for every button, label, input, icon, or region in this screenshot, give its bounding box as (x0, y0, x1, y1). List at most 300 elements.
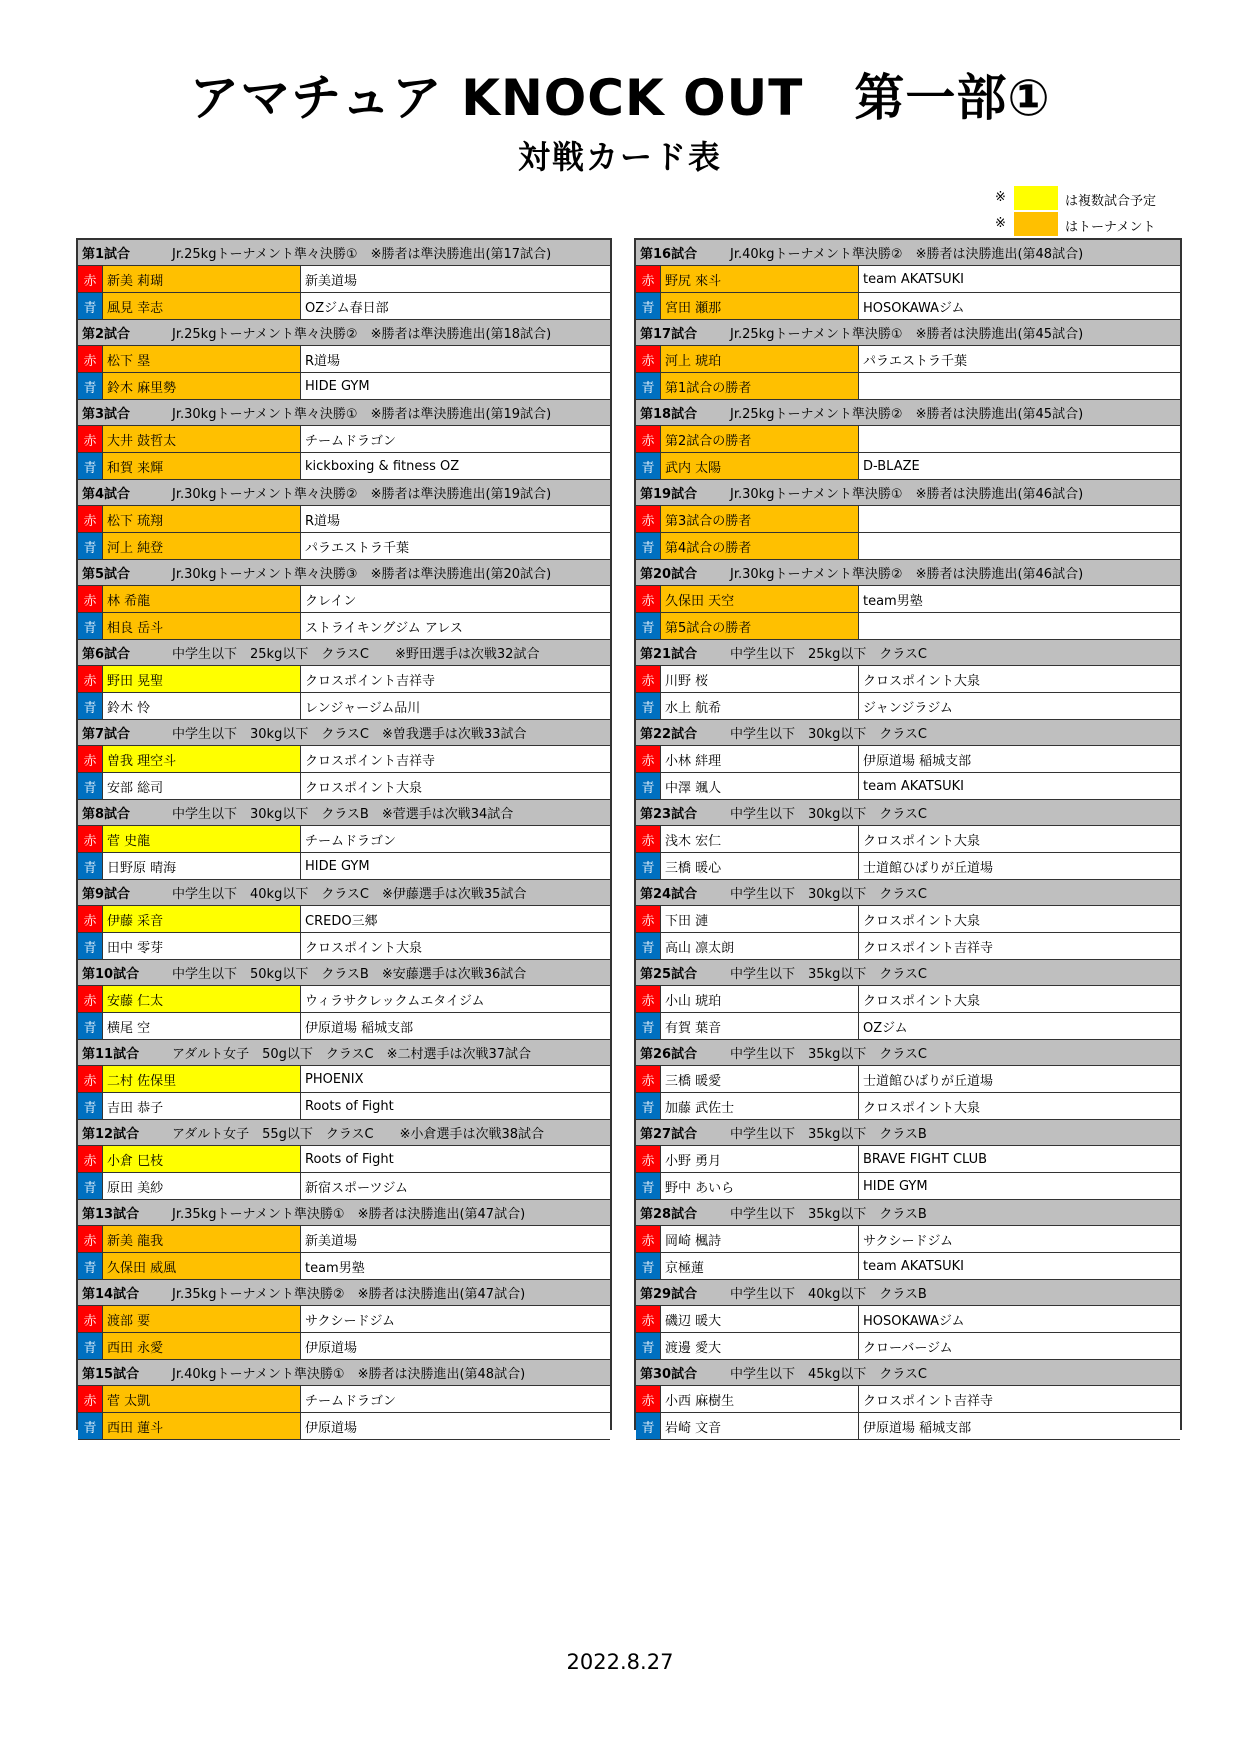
blue-corner-badge: 青 (78, 1253, 103, 1279)
red-corner-badge: 赤 (78, 1146, 103, 1172)
red-corner-row (78, 986, 610, 1013)
blue-corner-row (636, 1253, 1180, 1280)
fighter-name: 菅 太凱 (103, 1386, 301, 1412)
bout-card (78, 1040, 610, 1120)
fighter-gym: クロスポイント吉祥寺 (863, 1393, 994, 1409)
fighter-name: 有賀 葉音 (661, 1013, 859, 1039)
blue-corner-row (78, 293, 610, 320)
legend-note-mark: ※ (995, 190, 1006, 205)
fighter-name: 新美 龍我 (103, 1226, 301, 1252)
red-corner-row (636, 266, 1180, 293)
blue-corner-row (636, 933, 1180, 960)
fighter-gym: PHOENIX (305, 1071, 364, 1087)
bout-description: 中学生以下 35kg以下 クラスB (730, 1127, 927, 1142)
red-corner-badge: 赤 (78, 266, 103, 292)
bout-header (78, 560, 610, 586)
red-corner-badge: 赤 (78, 986, 103, 1012)
bout-description: アダルト女子 55g以下 クラスC ※小倉選手は次戦38試合 (172, 1127, 545, 1142)
fighter-gym: 新宿スポーツジム (305, 1180, 408, 1196)
fighter-gym: クローバージム (863, 1340, 953, 1356)
fighter-name: 小西 麻樹生 (661, 1386, 859, 1412)
fighter-name: 小倉 巳枝 (103, 1146, 301, 1172)
bout-header (78, 1200, 610, 1226)
bout-card (78, 1360, 610, 1440)
fighter-gym: 士道館ひばりが丘道場 (863, 860, 994, 876)
fighter-name: 河上 純登 (103, 533, 301, 559)
red-corner-row (78, 426, 610, 453)
bout-card (78, 720, 610, 800)
fighter-name: 久保田 威風 (103, 1253, 301, 1279)
bout-header (78, 240, 610, 266)
fighter-gym: Roots of Fight (305, 1151, 394, 1167)
bout-description: Jr.35kgトーナメント準決勝② ※勝者は決勝進出(第47試合) (172, 1287, 526, 1302)
red-corner-row (636, 1146, 1180, 1173)
fighter-gym: D-BLAZE (863, 458, 920, 474)
bout-card (78, 560, 610, 640)
fighter-name: 新美 莉瑚 (103, 266, 301, 292)
bout-description: Jr.25kgトーナメント準決勝② ※勝者は決勝進出(第45試合) (730, 407, 1084, 422)
bout-header (636, 880, 1180, 906)
red-corner-badge: 赤 (78, 426, 103, 452)
bout-description: Jr.30kgトーナメント準々決勝① ※勝者は準決勝進出(第19試合) (172, 407, 552, 422)
bout-description: 中学生以下 35kg以下 クラスC (730, 1047, 928, 1062)
blue-corner-row (78, 373, 610, 400)
fighter-gym: クロスポイント大泉 (863, 1100, 981, 1116)
red-corner-row (78, 1066, 610, 1093)
bout-header (636, 640, 1180, 666)
fighter-gym: クロスポイント大泉 (863, 673, 981, 689)
bout-number: 第25試合 (640, 967, 698, 982)
fighter-name: 第5試合の勝者 (661, 613, 859, 639)
fighter-name: 高山 凛太朗 (661, 933, 859, 959)
bout-header (636, 1200, 1180, 1226)
red-corner-badge: 赤 (78, 666, 103, 692)
fighter-gym: クロスポイント吉祥寺 (305, 753, 436, 769)
bout-header (636, 1120, 1180, 1146)
red-corner-badge: 赤 (636, 666, 661, 692)
red-corner-badge: 赤 (636, 266, 661, 292)
fighter-name: 風見 幸志 (103, 293, 301, 319)
bout-description: 中学生以下 30kg以下 クラスC (730, 807, 928, 822)
red-corner-row (636, 986, 1180, 1013)
bout-description: 中学生以下 30kg以下 クラスC ※曽我選手は次戦33試合 (172, 727, 527, 742)
fighter-name: 京極蓮 (661, 1253, 859, 1279)
fighter-name: 安藤 仁太 (103, 986, 301, 1012)
fighter-gym (859, 373, 1180, 399)
blue-corner-badge: 青 (78, 1013, 103, 1039)
fighter-name: 日野原 晴海 (103, 853, 301, 879)
blue-corner-row (78, 933, 610, 960)
bout-header (636, 240, 1180, 266)
red-corner-badge: 赤 (636, 826, 661, 852)
blue-corner-badge: 青 (78, 933, 103, 959)
bout-header (78, 1040, 610, 1066)
bout-header (636, 320, 1180, 346)
red-corner-row (636, 1226, 1180, 1253)
fighter-gym: team AKATSUKI (863, 1258, 964, 1274)
bout-card (636, 320, 1180, 400)
bout-number: 第20試合 (640, 567, 698, 582)
fighter-gym: ジャンジラジム (863, 700, 953, 716)
fighter-gym: HIDE GYM (305, 858, 370, 874)
blue-corner-badge: 青 (78, 1173, 103, 1199)
bout-number: 第8試合 (82, 807, 131, 822)
fighter-gym: HOSOKAWAジム (863, 1313, 965, 1329)
red-corner-badge: 赤 (78, 346, 103, 372)
fighter-name: 鈴木 麻里勢 (103, 373, 301, 399)
red-corner-badge: 赤 (78, 1066, 103, 1092)
fighter-gym: サクシードジム (863, 1233, 953, 1249)
fighter-gym: R道場 (305, 513, 341, 529)
bout-number: 第15試合 (82, 1367, 140, 1382)
blue-corner-badge: 青 (636, 1413, 661, 1439)
fighter-gym: クロスポイント吉祥寺 (863, 940, 994, 956)
red-corner-badge: 赤 (78, 506, 103, 532)
bout-card (636, 880, 1180, 960)
bout-card (636, 1040, 1180, 1120)
fighter-name: 小野 勇月 (661, 1146, 859, 1172)
fighter-gym: ウィラサクレックムエタイジム (305, 993, 485, 1009)
red-corner-badge: 赤 (636, 1066, 661, 1092)
bout-description: 中学生以下 35kg以下 クラスB (730, 1207, 927, 1222)
fighter-gym: HIDE GYM (863, 1178, 928, 1194)
fighter-name: 松下 琉翔 (103, 506, 301, 532)
fighter-gym (859, 506, 1180, 532)
bout-description: Jr.40kgトーナメント準決勝① ※勝者は決勝進出(第48試合) (172, 1367, 526, 1382)
bout-card (636, 1200, 1180, 1280)
red-corner-row (636, 506, 1180, 533)
bout-description: Jr.25kgトーナメント準々決勝① ※勝者は準決勝進出(第17試合) (172, 247, 552, 262)
fighter-name: 三橋 暖心 (661, 853, 859, 879)
fighter-name: 原田 美紗 (103, 1173, 301, 1199)
red-corner-badge: 赤 (636, 1146, 661, 1172)
bout-number: 第2試合 (82, 327, 131, 342)
blue-corner-row (78, 533, 610, 560)
fighter-name: 武内 太陽 (661, 453, 859, 479)
bout-number: 第9試合 (82, 887, 131, 902)
red-corner-badge: 赤 (78, 746, 103, 772)
blue-corner-badge: 青 (636, 533, 661, 559)
blue-corner-badge: 青 (636, 1013, 661, 1039)
bout-description: 中学生以下 30kg以下 クラスC (730, 727, 928, 742)
bout-description: 中学生以下 30kg以下 クラスC (730, 887, 928, 902)
blue-corner-row (78, 1013, 610, 1040)
blue-corner-badge: 青 (78, 293, 103, 319)
fighter-name: 下田 漣 (661, 906, 859, 932)
legend-tournament (995, 212, 1195, 236)
fighter-gym: チームドラゴン (305, 1393, 397, 1409)
bout-card (78, 640, 610, 720)
bout-description: Jr.30kgトーナメント準決勝② ※勝者は決勝進出(第46試合) (730, 567, 1084, 582)
blue-corner-badge: 青 (636, 933, 661, 959)
blue-corner-badge: 青 (636, 773, 661, 799)
red-corner-badge: 赤 (636, 746, 661, 772)
blue-corner-badge: 青 (78, 693, 103, 719)
fighter-gym: レンジャージム品川 (305, 700, 421, 716)
bout-header (636, 800, 1180, 826)
fighter-gym: クロスポイント大泉 (863, 993, 981, 1009)
blue-corner-badge: 青 (636, 1333, 661, 1359)
bout-number: 第7試合 (82, 727, 131, 742)
red-corner-badge: 赤 (636, 506, 661, 532)
bout-description: 中学生以下 50kg以下 クラスB ※安藤選手は次戦36試合 (172, 967, 527, 982)
red-corner-row (78, 506, 610, 533)
fighter-gym (859, 613, 1180, 639)
fighter-gym: Roots of Fight (305, 1098, 394, 1114)
bout-card (636, 640, 1180, 720)
red-corner-badge: 赤 (636, 426, 661, 452)
red-corner-badge: 赤 (78, 1226, 103, 1252)
blue-corner-row (78, 453, 610, 480)
blue-corner-row (78, 853, 610, 880)
fighter-name: 二村 佐保里 (103, 1066, 301, 1092)
blue-corner-badge: 青 (636, 373, 661, 399)
red-corner-row (636, 746, 1180, 773)
bout-description: Jr.30kgトーナメント準々決勝② ※勝者は準決勝進出(第19試合) (172, 487, 552, 502)
fighter-gym: HOSOKAWAジム (863, 300, 965, 316)
fighter-gym: 伊原道場 稲城支部 (305, 1020, 414, 1036)
bout-card (78, 880, 610, 960)
bout-number: 第3試合 (82, 407, 131, 422)
fighter-name: 久保田 天空 (661, 586, 859, 612)
bout-number: 第12試合 (82, 1127, 140, 1142)
fighter-gym: クロスポイント大泉 (863, 833, 981, 849)
bout-header (636, 560, 1180, 586)
bout-card (78, 1280, 610, 1360)
fighter-gym: クロスポイント大泉 (863, 913, 981, 929)
fighter-name: 三橋 暖愛 (661, 1066, 859, 1092)
fighter-gym: team AKATSUKI (863, 271, 964, 287)
blue-corner-row (78, 1333, 610, 1360)
red-corner-row (78, 1226, 610, 1253)
bout-number: 第14試合 (82, 1287, 140, 1302)
fighter-name: 小山 琥珀 (661, 986, 859, 1012)
fighter-name: 小林 絆理 (661, 746, 859, 772)
fighter-name: 第1試合の勝者 (661, 373, 859, 399)
fighter-gym (859, 426, 1180, 452)
bout-description: 中学生以下 40kg以下 クラスC ※伊藤選手は次戦35試合 (172, 887, 527, 902)
fighter-name: 田中 零芽 (103, 933, 301, 959)
fighter-name: 和賀 来輝 (103, 453, 301, 479)
legend-multi-bout-text: は複数試合予定 (1065, 194, 1157, 209)
legend-yellow-swatch (1014, 186, 1058, 210)
fighter-gym: ストライキングジム アレス (305, 620, 463, 636)
bout-description: Jr.25kgトーナメント準決勝① ※勝者は決勝進出(第45試合) (730, 327, 1084, 342)
fighter-name: 鈴木 怜 (103, 693, 301, 719)
legend-tournament-text: はトーナメント (1065, 220, 1156, 235)
legend-multi-bout (995, 186, 1195, 210)
red-corner-row (78, 266, 610, 293)
blue-corner-row (636, 613, 1180, 640)
red-corner-row (78, 826, 610, 853)
bout-header (78, 1280, 610, 1306)
red-corner-badge: 赤 (636, 986, 661, 1012)
blue-corner-badge: 青 (636, 853, 661, 879)
red-corner-row (78, 1146, 610, 1173)
bout-header (78, 480, 610, 506)
bout-card (636, 1120, 1180, 1200)
bout-header (636, 400, 1180, 426)
bout-header (636, 720, 1180, 746)
bout-number: 第30試合 (640, 1367, 698, 1382)
red-corner-badge: 赤 (78, 586, 103, 612)
fighter-name: 岡崎 楓詩 (661, 1226, 859, 1252)
fighter-name: 野中 あいら (661, 1173, 859, 1199)
bout-card (636, 240, 1180, 320)
bout-card (636, 1280, 1180, 1360)
red-corner-row (636, 346, 1180, 373)
fighter-gym: クロスポイント吉祥寺 (305, 673, 436, 689)
blue-corner-row (636, 533, 1180, 560)
red-corner-row (636, 1386, 1180, 1413)
bout-number: 第6試合 (82, 647, 131, 662)
bout-card (636, 560, 1180, 640)
blue-corner-row (78, 1253, 610, 1280)
bout-number: 第28試合 (640, 1207, 698, 1222)
bout-number: 第23試合 (640, 807, 698, 822)
fighter-gym: team男塾 (863, 593, 923, 609)
bout-card (78, 400, 610, 480)
bout-card (636, 480, 1180, 560)
blue-corner-badge: 青 (78, 453, 103, 479)
bout-header (636, 960, 1180, 986)
bout-description: Jr.30kgトーナメント準々決勝③ ※勝者は準決勝進出(第20試合) (172, 567, 552, 582)
bout-number: 第22試合 (640, 727, 698, 742)
bout-header (78, 800, 610, 826)
blue-corner-badge: 青 (78, 773, 103, 799)
blue-corner-row (78, 1173, 610, 1200)
blue-corner-badge: 青 (636, 1173, 661, 1199)
bout-description: Jr.35kgトーナメント準決勝① ※勝者は決勝進出(第47試合) (172, 1207, 526, 1222)
red-corner-row (78, 666, 610, 693)
bout-description: Jr.30kgトーナメント準決勝① ※勝者は決勝進出(第46試合) (730, 487, 1084, 502)
blue-corner-badge: 青 (78, 853, 103, 879)
bout-card (636, 720, 1180, 800)
bout-card (78, 480, 610, 560)
bout-header (78, 640, 610, 666)
fighter-name: 西田 蓮斗 (103, 1413, 301, 1439)
red-corner-badge: 赤 (636, 1226, 661, 1252)
red-corner-badge: 赤 (78, 906, 103, 932)
blue-corner-badge: 青 (636, 453, 661, 479)
fighter-name: 相良 岳斗 (103, 613, 301, 639)
red-corner-row (636, 1306, 1180, 1333)
bout-number: 第10試合 (82, 967, 140, 982)
blue-corner-row (78, 613, 610, 640)
bout-description: アダルト女子 50g以下 クラスC ※二村選手は次戦37試合 (172, 1047, 532, 1062)
red-corner-row (636, 666, 1180, 693)
fighter-name: 宮田 瀬那 (661, 293, 859, 319)
fighter-gym (859, 533, 1180, 559)
bout-description: 中学生以下 30kg以下 クラスB ※菅選手は次戦34試合 (172, 807, 514, 822)
blue-corner-row (636, 293, 1180, 320)
bout-number: 第1試合 (82, 247, 131, 262)
bout-header (78, 320, 610, 346)
fighter-gym: チームドラゴン (305, 433, 397, 449)
red-corner-badge: 赤 (636, 1386, 661, 1412)
bout-card (636, 800, 1180, 880)
bout-description: Jr.40kgトーナメント準決勝② ※勝者は決勝進出(第48試合) (730, 247, 1084, 262)
fighter-name: 野尻 來斗 (661, 266, 859, 292)
page-title: アマチュア KNOCK OUT 第一部① (189, 69, 1051, 127)
bout-card (636, 400, 1180, 480)
bout-card (636, 960, 1180, 1040)
blue-corner-row (636, 853, 1180, 880)
bout-number: 第13試合 (82, 1207, 140, 1222)
fighter-name: 河上 琥珀 (661, 346, 859, 372)
red-corner-row (78, 586, 610, 613)
red-corner-badge: 赤 (78, 1306, 103, 1332)
bout-table-left (76, 238, 612, 1436)
fighter-name: 第3試合の勝者 (661, 506, 859, 532)
bout-number: 第27試合 (640, 1127, 698, 1142)
fighter-gym: チームドラゴン (305, 833, 397, 849)
bout-table-right (634, 238, 1182, 1436)
bout-header (78, 960, 610, 986)
bout-number: 第16試合 (640, 247, 698, 262)
bout-header (78, 720, 610, 746)
fighter-name: 吉田 恭子 (103, 1093, 301, 1119)
page-subtitle: 対戦カード表 (517, 138, 722, 176)
fighter-gym: クロスポイント大泉 (305, 780, 423, 796)
fighter-gym: team AKATSUKI (863, 778, 964, 794)
blue-corner-badge: 青 (78, 533, 103, 559)
bout-number: 第24試合 (640, 887, 698, 902)
bout-number: 第4試合 (82, 487, 131, 502)
fighter-gym: kickboxing & fitness OZ (305, 458, 460, 474)
blue-corner-badge: 青 (636, 693, 661, 719)
red-corner-row (78, 1386, 610, 1413)
red-corner-badge: 赤 (78, 826, 103, 852)
bout-number: 第11試合 (82, 1047, 140, 1062)
blue-corner-row (78, 1093, 610, 1120)
red-corner-badge: 赤 (636, 906, 661, 932)
bout-header (636, 1280, 1180, 1306)
bout-description: Jr.25kgトーナメント準々決勝② ※勝者は準決勝進出(第18試合) (172, 327, 552, 342)
fighter-name: 第4試合の勝者 (661, 533, 859, 559)
bout-number: 第17試合 (640, 327, 698, 342)
bout-header (636, 1360, 1180, 1386)
blue-corner-row (636, 453, 1180, 480)
bout-card (78, 1200, 610, 1280)
blue-corner-row (78, 1413, 610, 1440)
fighter-gym: クロスポイント大泉 (305, 940, 423, 956)
fighter-gym: CREDO三郷 (305, 913, 378, 929)
fighter-gym: 伊原道場 (305, 1420, 358, 1436)
bout-description: 中学生以下 45kg以下 クラスC (730, 1367, 928, 1382)
bout-number: 第29試合 (640, 1287, 698, 1302)
red-corner-row (78, 346, 610, 373)
fighter-gym: OZジム (863, 1020, 908, 1036)
fighter-name: 水上 航希 (661, 693, 859, 719)
red-corner-badge: 赤 (636, 1306, 661, 1332)
bout-header (636, 480, 1180, 506)
fighter-gym: HIDE GYM (305, 378, 370, 394)
fighter-name: 渡部 要 (103, 1306, 301, 1332)
fighter-name: 川野 桜 (661, 666, 859, 692)
red-corner-badge: 赤 (636, 346, 661, 372)
fighter-name: 曽我 理空斗 (103, 746, 301, 772)
bout-number: 第21試合 (640, 647, 698, 662)
blue-corner-row (636, 773, 1180, 800)
legend-orange-swatch (1014, 212, 1058, 236)
red-corner-row (78, 1306, 610, 1333)
fighter-name: 横尾 空 (103, 1013, 301, 1039)
blue-corner-row (78, 693, 610, 720)
red-corner-row (636, 906, 1180, 933)
fighter-gym: クレイン (305, 593, 357, 609)
bout-card (78, 800, 610, 880)
